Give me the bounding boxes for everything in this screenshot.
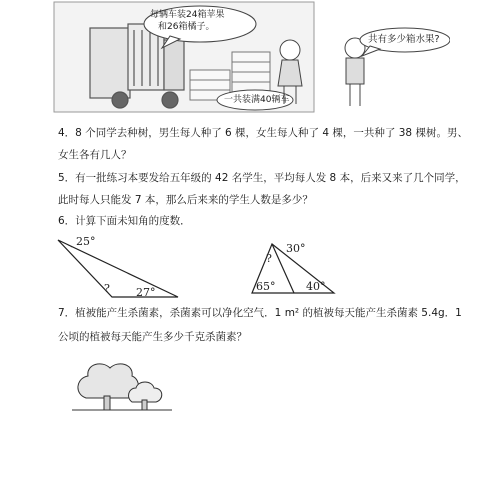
question-6-title: 6．计算下面未知角的度数． bbox=[58, 215, 191, 227]
bubble-left-line1: 每辆车装24箱苹果 bbox=[150, 10, 225, 20]
left-unknown-angle: ? bbox=[104, 282, 110, 295]
bubble-right-text: 共有多少箱水果? bbox=[368, 34, 440, 45]
right-unknown-angle: ? bbox=[266, 252, 272, 265]
right-left-angle: 65° bbox=[256, 280, 276, 293]
question-4-line2: 女生各有几人？ bbox=[58, 149, 132, 161]
question-5-line2: 此时每人只能发 7 本，那么后来来的学生人数是多少？ bbox=[58, 194, 313, 206]
right-right-angle: 40° bbox=[306, 280, 326, 293]
bubble-left-line2: 和26箱橘子。 bbox=[158, 22, 215, 32]
triangle-figure-left bbox=[54, 234, 184, 302]
question-4-line1: 4．8 个同学去种树，男生每人种了 6 棵，女生每人种了 4 棵，一共种了 38 棵树。男、 bbox=[58, 127, 468, 139]
triangle-figure-right bbox=[250, 240, 340, 296]
trees-icon bbox=[72, 358, 172, 416]
bubble-bottom-text: 一共装满40辆车 bbox=[224, 95, 290, 105]
question-7-line1: 7．植被能产生杀菌素，杀菌素可以净化空气．1 m² 的植被每天能产生杀菌素 5.4g．1 bbox=[58, 307, 462, 319]
left-bottom-angle: 27° bbox=[136, 286, 156, 299]
top-illustration bbox=[50, 0, 450, 115]
question-5-line1: 5．有一批练习本要发给五年级的 42 名学生，平均每人发 8 本，后来又来了几个同学， bbox=[58, 172, 466, 184]
boy-icon bbox=[345, 38, 365, 106]
question-7-line2: 公顷的植被每天能产生多少千克杀菌素？ bbox=[58, 331, 247, 343]
left-top-angle: 25° bbox=[76, 235, 96, 248]
right-top-angle: 30° bbox=[286, 242, 306, 255]
